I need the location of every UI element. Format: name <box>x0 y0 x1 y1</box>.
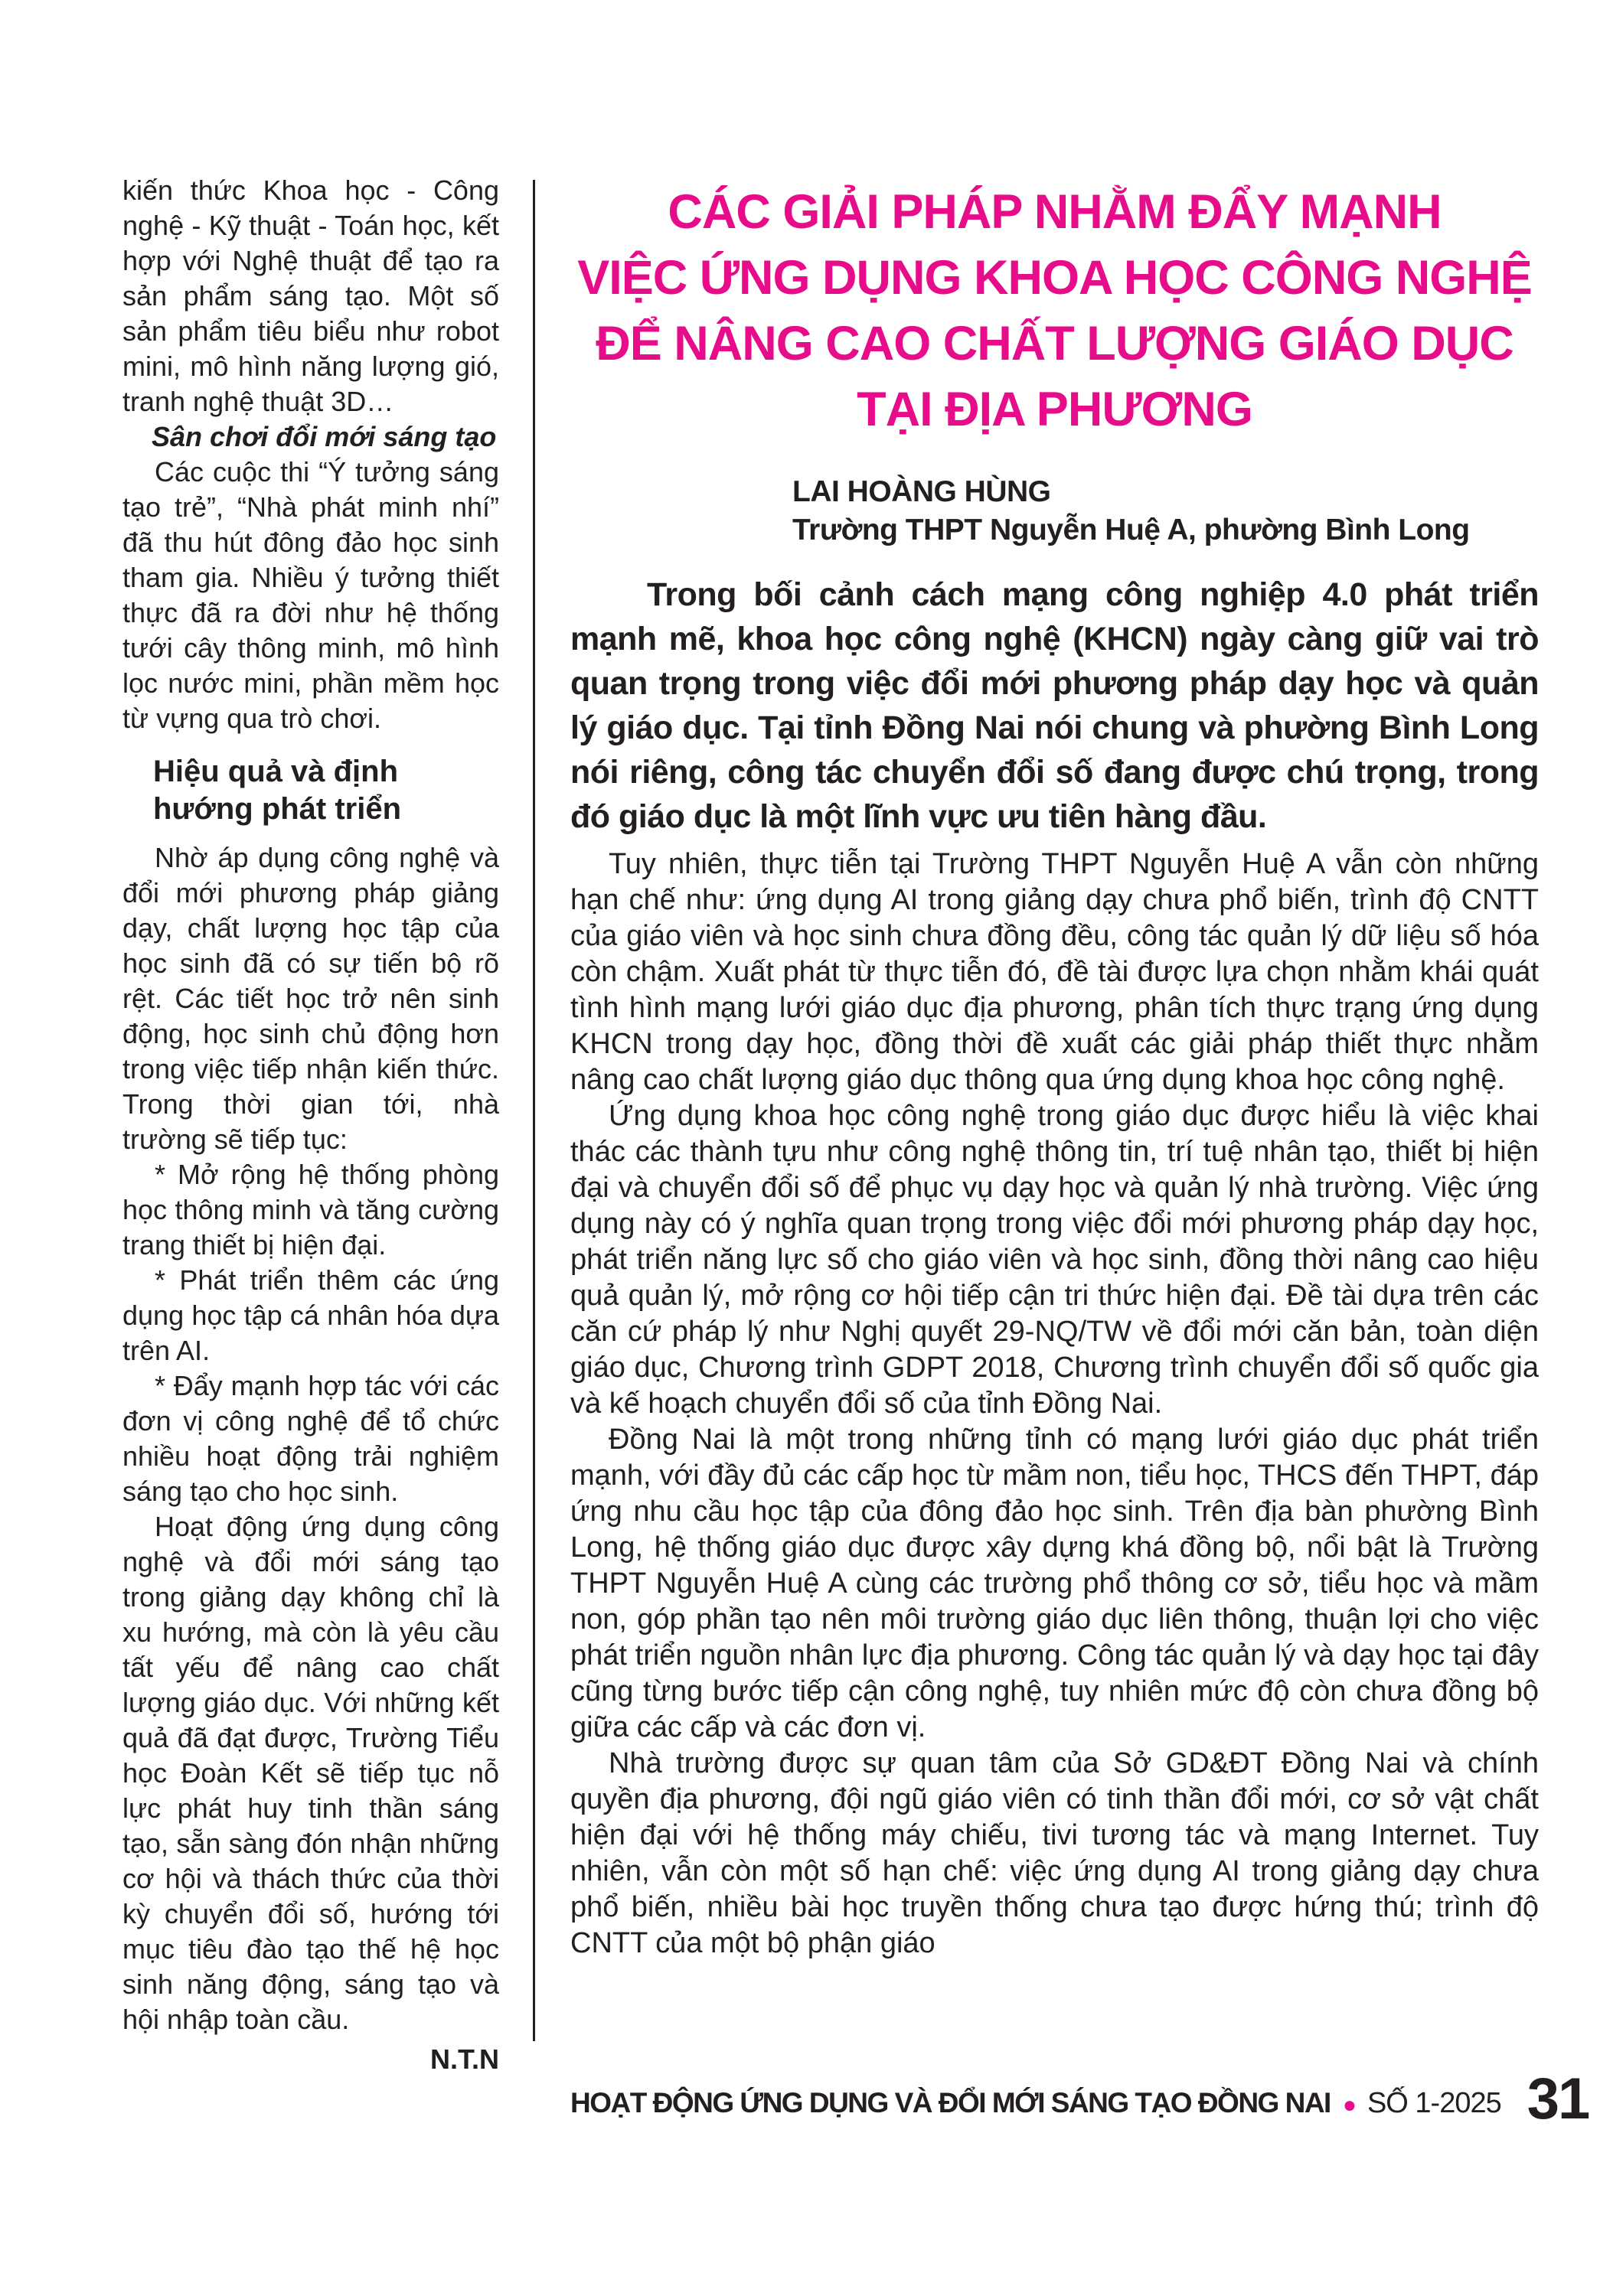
left-column <box>122 173 499 2077</box>
article-column <box>570 179 1539 1962</box>
bullet-separator-icon: ● <box>1342 2092 1357 2118</box>
article-title-line: TẠI ĐỊA PHƯƠNG <box>857 383 1252 436</box>
body-paragraph: Đồng Nai là một trong những tỉnh có mạng lưới giáo dục phát triển mạnh, với đầy đủ các cấp học từ mầm non, tiểu học, THCS đến THPT, đáp ứng nhu cầu học tập của đông đảo học sinh. Trên địa bàn phường Bình Long, hệ thống giáo dục được xây dựng khá đồng bộ, nổi bật là Trường THPT Nguyễn Huệ A cùng các trường phổ thông cơ sở, tiểu học và mầm non, góp phần tạo nên môi trường giáo dục liên thông, thuận lợi cho việc phát triển nguồn nhân lực địa phương. Công tác quản lý và dạy học tại đây cũng từng bước tiếp cận công nghệ, tuy nhiên mức độ còn chưa đồng bộ giữa các cấp và các đơn vị. <box>570 1424 1539 1743</box>
body-paragraph: Tuy nhiên, thực tiễn tại Trường THPT Nguyễn Huệ A vẫn còn những hạn chế như: ứng dụng AI trong giảng dạy chưa phổ biến, trình độ CNTT của giáo viên và học sinh chưa đồng đều, công tác quản lý dữ liệu số hóa còn chậm. Xuất phát từ thực tiễn đó, đề tài được lựa chọn nhằm khái quát tình hình mạng lưới giáo dục địa phương, phân tích thực trạng ứng dụng KHCN trong dạy học, đồng thời đề xuất các giải pháp thiết thực nhằm nâng cao chất lượng giáo dục thông qua ứng dụng khoa học công nghệ. <box>570 848 1539 1096</box>
body-paragraph: Ứng dụng khoa học công nghệ trong giáo dục được hiểu là việc khai thác các thành tựu như công nghệ thông tin, trí tuệ nhân tạo, thiết bị hiện đại và chuyển đổi số để phục vụ dạy học và quản lý nhà trường. Việc ứng dụng này có ý nghĩa quan trọng trong việc đổi mới phương pháp dạy học, phát triển năng lực số cho giáo viên và học sinh, đồng thời nâng cao hiệu quả quản lý, mở rộng cơ hội tiếp cận tri thức hiện đại. Đề tài dựa trên các căn cứ pháp lý như Nghị quyết 29-NQ/TW về đổi mới căn bản, toàn diện giáo dục, Chương trình GDPT 2018, Chương trình chuyển đổi số quốc gia và kế hoạch chuyển đổi số của tỉnh Đồng Nai. <box>570 1100 1539 1420</box>
left-bullet-item: * Mở rộng hệ thống phòng học thông minh và tăng cường trang thiết bị hiện đại. <box>122 1159 499 1261</box>
body-paragraph: Nhà trường được sự quan tâm của Sở GD&ĐT Đồng Nai và chính quyền địa phương, đội ngũ giáo viên có tinh thần đổi mới, cơ sở vật chất hiện đại với hệ thống máy chiếu, tivi tương tác và mạng Internet. Tuy nhiên, vẫn còn một số hạn chế: việc ứng dụng AI trong giảng dạy chưa phổ biến, nhiều bài học truyền thống chưa tạo được hứng thú; trình độ CNTT của một bộ phận giáo <box>570 1747 1539 1959</box>
column-divider-rule <box>533 180 535 2041</box>
lead-paragraph: Trong bối cảnh cách mạng công nghiệp 4.0 phát triển mạnh mẽ, khoa học công nghệ (KHCN) ngày càng giữ vai trò quan trọng trong việc đổi mới phương pháp dạy học và quản lý giáo dục. Tại tỉnh Đồng Nai nói chung và phường Bình Long nói riêng, công tác chuyển đổi số đang được chú trọng, trong đó giáo dục là một lĩnh vực ưu tiên hàng đầu. <box>570 576 1539 835</box>
author-affiliation: Trường THPT Nguyễn Huệ A, phường Bình Long <box>792 514 1470 546</box>
left-bullet-item: * Đẩy mạnh hợp tác với các đơn vị công nghệ để tổ chức nhiều hoạt động trải nghiệm sáng tạo cho học sinh. <box>122 1370 499 1507</box>
author-initials-signature: N.T.N <box>430 2043 499 2075</box>
article-title-line: ĐỂ NÂNG CAO CHẤT LƯỢNG GIÁO DỤC <box>596 317 1513 370</box>
author-block <box>570 473 1539 550</box>
left-bullet-item: * Phát triển thêm các ứng dụng học tập cá nhân hóa dựa trên AI. <box>122 1264 499 1366</box>
left-section-heading: Hiệu quả và định hướng phát triển <box>153 755 402 826</box>
article-title-line: VIỆC ỨNG DỤNG KHOA HỌC CÔNG NGHỆ <box>577 251 1532 305</box>
page-footer <box>570 2066 1589 2131</box>
page-number: 31 <box>1527 2066 1589 2131</box>
left-paragraph-continuation: kiến thức Khoa học - Công nghệ - Kỹ thuật - Toán học, kết hợp với Nghệ thuật để tạo ra sản phẩm sáng tạo. Một số sản phẩm tiêu biểu như robot mini, mô hình năng lượng gió, tranh nghệ thuật 3D… <box>122 174 499 417</box>
left-paragraph: Hoạt động ứng dụng công nghệ và đổi mới sáng tạo trong giảng dạy không chỉ là xu hướng, mà còn là yêu cầu tất yếu để nâng cao chất lượng giáo dục. Với những kết quả đã đạt được, Trường Tiểu học Đoàn Kết sẽ tiếp tục nỗ lực phát huy tinh thần sáng tạo, sẵn sàng đón nhận những cơ hội và thách thức của thời kỳ chuyển đổi số, hướng tới mục tiêu đào tạo thế hệ học sinh năng động, sáng tạo và hội nhập toàn cầu. <box>122 1511 499 2035</box>
journal-title: HOẠT ĐỘNG ỨNG DỤNG VÀ ĐỔI MỚI SÁNG TẠO ĐỒNG NAI <box>570 2087 1331 2118</box>
issue-label: SỐ 1-2025 <box>1367 2087 1501 2119</box>
left-subheading-italic: Sân chơi đổi mới sáng tạo <box>152 421 497 452</box>
article-title <box>570 179 1539 442</box>
article-title-line: CÁC GIẢI PHÁP NHẰM ĐẨY MẠNH <box>668 185 1442 239</box>
left-paragraph: Nhờ áp dụng công nghệ và đổi mới phương pháp giảng dạy, chất lượng học tập của học sinh đã có sự tiến bộ rõ rệt. Các tiết học trở nên sinh động, học sinh chủ động hơn trong việc tiếp nhận kiến thức. Trong thời gian tới, nhà trường sẽ tiếp tục: <box>122 842 499 1155</box>
left-paragraph: Các cuộc thi “Ý tưởng sáng tạo trẻ”, “Nhà phát minh nhí” đã thu hút đông đảo học sinh tham gia. Nhiều ý tưởng thiết thực đã ra đời như hệ thống tưới cây thông minh, mô hình lọc nước mini, phần mềm học từ vựng qua trò chơi. <box>122 456 499 734</box>
author-name: LAI HOÀNG HÙNG <box>792 475 1051 508</box>
